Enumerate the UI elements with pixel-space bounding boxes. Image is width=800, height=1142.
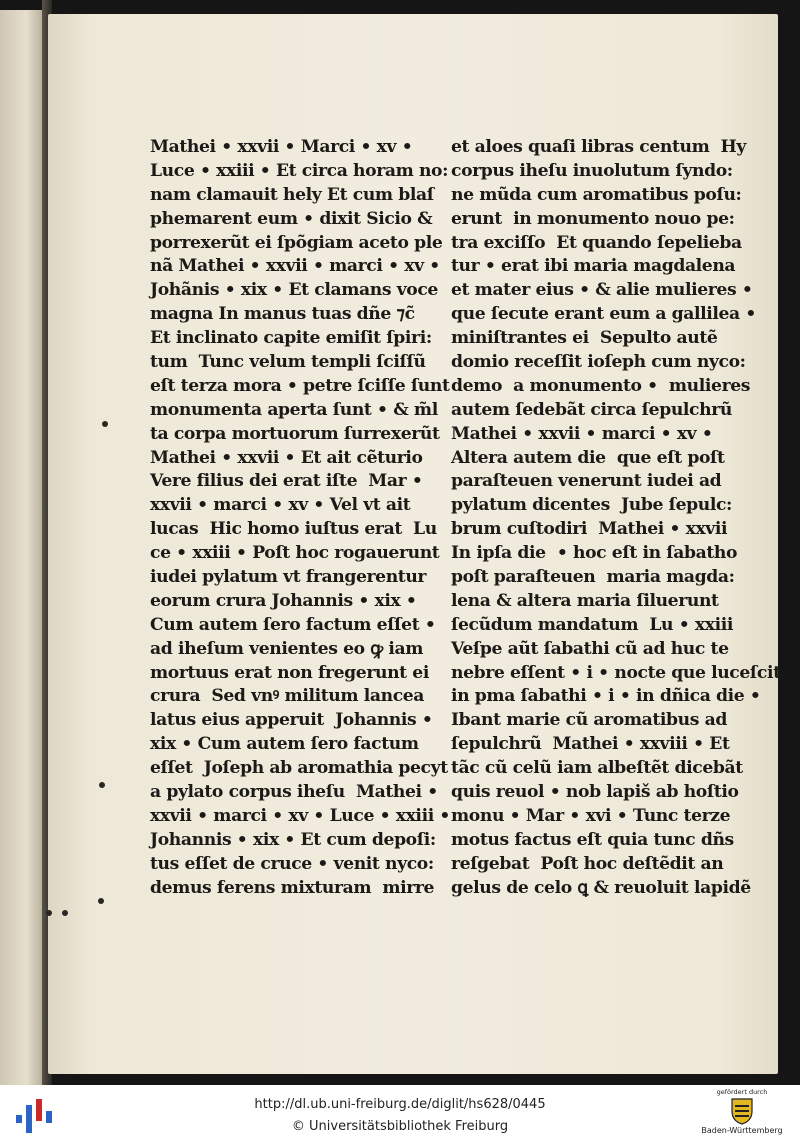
text-line: Johãnis • xix • Et clamans voce xyxy=(150,280,438,301)
margin-mark xyxy=(46,910,52,916)
text-line: Et inclinato capite emiſit ſpiri: xyxy=(150,328,432,349)
text-line: tus eſſet de cruce • venit nyco: xyxy=(150,853,434,874)
text-line: Altera autem die que eſt poſt xyxy=(451,447,725,468)
text-line: brum cuſtodiri Mathei • xxvii xyxy=(451,519,728,540)
text-line: eſt terza mora • petre ſciſſe ſunt xyxy=(150,375,450,396)
text-line: magna In manus tuas dñe ⁊c̃ xyxy=(150,304,415,325)
text-line: Veſpe aũt ſabathi cũ ad huc te xyxy=(451,638,729,659)
text-line: Luce • xxiii • Et circa horam no: xyxy=(150,160,449,181)
text-line: autem ſedebãt circa ſepulchrũ xyxy=(451,399,732,420)
text-line: motus factus eſt quia tunc dñs xyxy=(451,829,734,850)
viewer-footer xyxy=(0,1085,800,1142)
text-line: phemarent eum • dixit Sicio & xyxy=(150,208,433,229)
text-line: in pma ſabathi • i • in dñica die • xyxy=(451,686,761,707)
text-line: reſgebat Poſt hoc deſtẽdit an xyxy=(451,853,724,874)
text-line: tãc cũ celũ iam albeſtẽt dicebãt xyxy=(451,758,743,779)
text-line: corpus iheſu inuolutum ſyndo: xyxy=(451,160,733,181)
previous-page-edge xyxy=(0,10,48,1085)
text-column-right xyxy=(451,136,781,901)
text-line: erunt in monumento nouo pe: xyxy=(451,208,735,229)
margin-mark xyxy=(98,898,104,904)
text-line: xxvii • marci • xv • Vel vt ait xyxy=(150,495,411,516)
margin-mark xyxy=(62,910,68,916)
text-column-left xyxy=(150,136,450,901)
text-line: ce • xxiii • Poſt hoc rogauerunt xyxy=(150,543,440,564)
text-line: mortuus erat non fregerunt ei xyxy=(150,662,429,683)
page-url-link[interactable]: http://dl.ub.uni-freiburg.de/diglit/hs628/0445 xyxy=(254,1097,546,1112)
text-line: lena & altera maria ſiluerunt xyxy=(451,590,719,611)
sponsor-name: Baden-Württemberg xyxy=(701,1126,783,1135)
text-line: Ibant marie cũ aromatibus ad xyxy=(451,710,727,731)
text-line: nebre eſſent • i • nocte que luceſcit xyxy=(451,662,781,683)
text-line: xix • Cum autem ſero factum xyxy=(150,734,419,755)
text-line: Vere filius dei erat iſte Mar • xyxy=(150,471,423,492)
text-line: xxvii • marci • xv • Luce • xxiii • xyxy=(150,805,450,826)
text-line: tra exciſſo Et quando ſepelieba xyxy=(451,232,742,253)
text-line: ne mũda cum aromatibus poſu: xyxy=(451,184,742,205)
text-line: Mathei • xxvii • Marci • xv • xyxy=(150,137,413,157)
sponsor-caption: gefördert durch xyxy=(716,1088,768,1096)
text-line: pylatum dicentes Jube ſepulc: xyxy=(451,495,732,516)
text-line: paraſteuen venerunt iudei ad xyxy=(451,471,722,492)
text-line: latus eius apperuit Johannis • xyxy=(150,710,433,731)
text-line: nam clamauit hely Et cum blaſ xyxy=(150,184,434,205)
text-line: Mathei • xxvii • marci • xv • xyxy=(451,423,713,444)
text-line: ad iheſum venientes eo ꝙ iam xyxy=(150,638,423,659)
text-line: crura Sed vnꝰ militum lancea xyxy=(150,686,425,707)
text-line: et mater eius • & alie mulieres • xyxy=(451,280,753,301)
text-line: Cum autem ſero factum eſſet • xyxy=(150,614,436,635)
text-line: Johannis • xix • Et cum depoſi: xyxy=(150,829,436,850)
baden-wuerttemberg-crest-icon xyxy=(730,1097,754,1125)
text-line: domio receſſit ioſeph cum nyco: xyxy=(451,352,746,373)
text-line: porrexerũt ei ſpõgiam aceto ple xyxy=(150,232,443,253)
text-line: demo a monumento • mulieres xyxy=(451,375,751,396)
copyright-notice: © Universitätsbibliothek Freiburg xyxy=(291,1119,509,1134)
text-line: nã Mathei • xxvii • marci • xv • xyxy=(150,256,440,277)
text-line: poſt paraſteuen maria magda: xyxy=(451,567,735,588)
text-line: ſecũdum mandatum Lu • xxiii xyxy=(451,614,733,635)
text-line: tur • erat ibi maria magdalena xyxy=(451,256,736,277)
margin-mark xyxy=(102,421,108,427)
text-line: miniſtrantes ei Sepulto autẽ xyxy=(451,328,718,349)
margin-mark xyxy=(99,782,105,788)
text-line: eorum crura Johannis • xix • xyxy=(150,590,417,611)
text-line: iudei pylatum vt frangerentur xyxy=(150,567,427,588)
text-line: que ſecute erant eum a gallilea • xyxy=(451,304,756,325)
text-line: demus ferens mixturam mirre xyxy=(150,877,435,898)
text-line: a pylato corpus iheſu Mathei • xyxy=(150,782,438,803)
text-line: monu • Mar • xvi • Tunc terze xyxy=(451,805,731,826)
text-line: lucas Hic homo iuſtus erat Lu xyxy=(150,519,437,540)
text-line: gelus de celo ꝗ & reuoluit lapidẽ xyxy=(451,877,751,898)
text-line: ta corpa mortuorum ſurrexerũt xyxy=(150,423,440,444)
text-line: quis reuol • nob lapiš ab hoſtio xyxy=(451,782,739,803)
text-line: In ipſa die • hoc eſt in ſabatho xyxy=(451,543,738,564)
sponsor-block xyxy=(690,1088,794,1140)
text-line: monumenta aperta ſunt • & m̃l xyxy=(150,399,438,420)
text-line: et aloes quaſi libras centum Hy xyxy=(451,137,746,157)
text-line: ſepulchrũ Mathei • xxviii • Et xyxy=(451,734,730,755)
text-line: Mathei • xxvii • Et ait cẽturio xyxy=(150,447,423,468)
text-line: tum Tunc velum templi ſciſſũ xyxy=(150,352,426,373)
text-line: eſſet Joſeph ab aromathia pecyt xyxy=(150,758,448,779)
